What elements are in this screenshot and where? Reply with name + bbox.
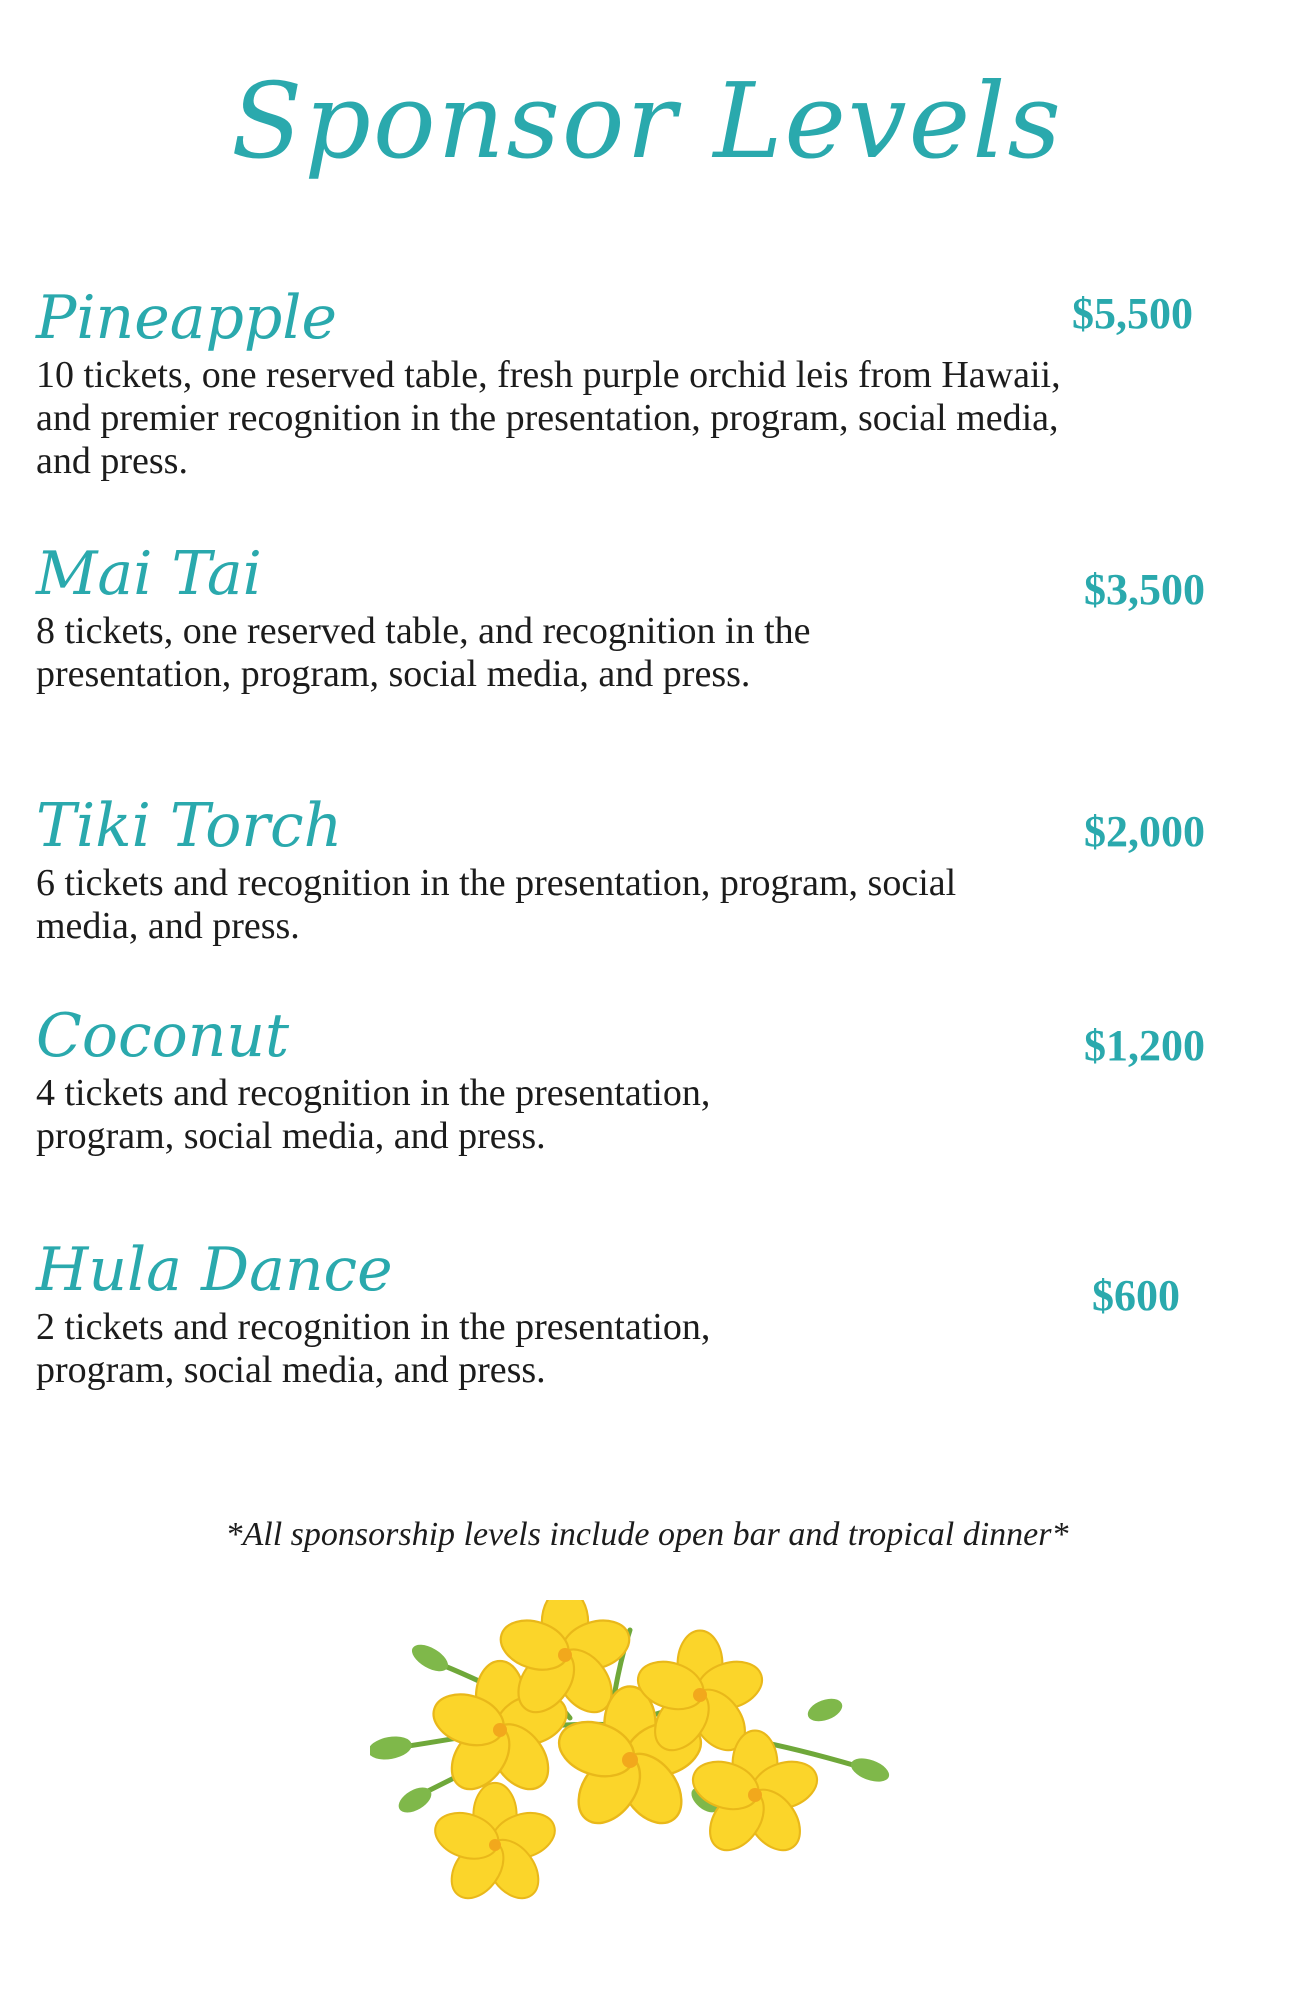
level-description: 2 tickets and recognition in the presentation, program, social media, and press. [36, 1306, 711, 1391]
level-hula-dance [36, 1235, 1266, 1392]
level-coconut [36, 1001, 1266, 1158]
yellow-flowers-icon [370, 1600, 890, 1910]
level-mai-tai [36, 539, 1266, 696]
level-price: $3,500 [1084, 565, 1205, 614]
footnote: *All sponsorship levels include open bar and tropical dinner* [225, 1516, 1069, 1553]
level-description: 8 tickets, one reserved table, and recognition in the presentation, program, social media, and press. [36, 610, 811, 695]
level-name: Mai Tai [36, 539, 262, 609]
level-price: $5,500 [1072, 289, 1193, 338]
page-title: Sponsor Levels [231, 60, 1063, 182]
level-name: Coconut [36, 1001, 290, 1071]
level-price: $600 [1092, 1271, 1180, 1320]
level-description: 6 tickets and recognition in the presentation, program, social media, and press. [36, 862, 957, 947]
level-price: $2,000 [1084, 807, 1205, 856]
level-price: $1,200 [1084, 1021, 1205, 1070]
level-description: 4 tickets and recognition in the presentation, program, social media, and press. [36, 1072, 711, 1157]
level-name: Tiki Torch [36, 791, 343, 861]
level-name: Pineapple [36, 283, 337, 353]
level-name: Hula Dance [36, 1235, 393, 1305]
level-pineapple [36, 283, 1266, 483]
level-description: 10 tickets, one reserved table, fresh purple orchid leis from Hawaii, and premier recognition in the presentation, program, social media, and press. [36, 354, 1061, 482]
level-tiki-torch [36, 791, 1266, 948]
